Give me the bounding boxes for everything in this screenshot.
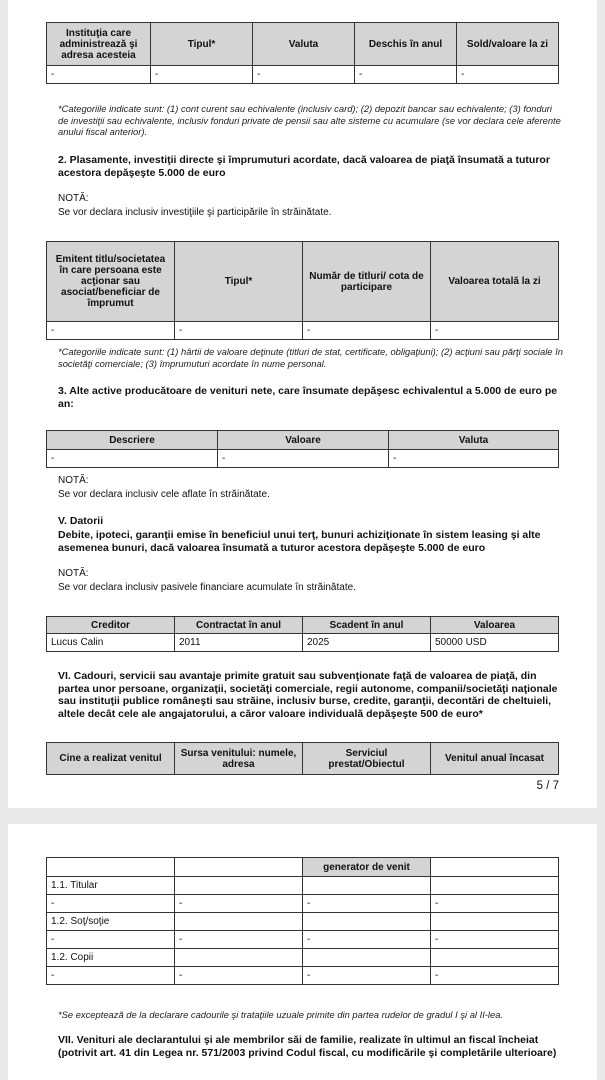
investments-table — [46, 241, 559, 340]
row-label: - — [47, 967, 175, 985]
debts-table — [46, 616, 559, 652]
col-header-contracted-year: Contractat în anul — [175, 617, 303, 634]
col-header-annual-income: Venitul anual încasat — [431, 743, 559, 775]
table-cell: - — [151, 66, 253, 84]
col-header-shares: Număr de titluri/ cota de participare — [303, 242, 431, 322]
col-header-currency: Valuta — [389, 431, 559, 450]
section-3-heading: 3. Alte active producătoare de venituri nete, care însumate depăşesc echivalentul a 5.000 de euro pe an: — [58, 385, 558, 410]
gifts-exception-note: *Se exceptează de la declarare cadourile şi trataţiile uzuale primite din partea rudelor de gradul I şi al II-lea. — [58, 1009, 504, 1020]
col-header-source: Sursa venitului: numele, adresa — [175, 743, 303, 775]
col-header-due-year: Scadent în anul — [303, 617, 431, 634]
nota-text: Se vor declara inclusiv cele aflate în străinătate. — [58, 489, 270, 500]
table-cell: - — [431, 967, 559, 985]
table-row — [47, 895, 559, 913]
header-empty — [175, 858, 303, 877]
col-header-income-generator: generator de venit — [303, 858, 431, 877]
col-header-type: Tipul* — [151, 23, 253, 66]
table-row — [47, 450, 559, 468]
row-label: 1.2. Copii — [47, 949, 175, 967]
col-header-balance: Sold/valoare la zi — [457, 23, 559, 66]
nota-text: Se vor declara inclusiv investiţiile şi participările în străinătate. — [58, 207, 332, 218]
table-cell — [303, 949, 431, 967]
table-cell: - — [355, 66, 457, 84]
amount-cell: 50000 USD — [431, 634, 559, 652]
nota-label: NOTĂ: — [58, 475, 89, 486]
page-number: 5 / 7 — [536, 780, 559, 792]
col-header-amount: Valoarea — [431, 617, 559, 634]
nota-text: Se vor declara inclusiv pasivele financiare acumulate în străinătate. — [58, 582, 356, 593]
col-header-creditor: Creditor — [47, 617, 175, 634]
col-header-description: Descriere — [47, 431, 218, 450]
table-cell: - — [175, 895, 303, 913]
table-row — [47, 967, 559, 985]
table-row — [47, 634, 559, 652]
table-cell: - — [175, 322, 303, 340]
due-year-cell: 2025 — [303, 634, 431, 652]
bank-categories-note: *Categoriile indicate sunt: (1) cont curent sau echivalente (inclusiv card); (2) depozit bancar sau echivalente; (3) fonduri de investiţii sau echivalente, inclusiv fonduri private de pensii sau alte sisteme cu acumulare (se vor declara cele aferente anului fiscal anterior). — [58, 103, 561, 137]
table-cell: - — [431, 931, 559, 949]
investment-categories-note: *Categoriile indicate sunt: (1) hârtii de valoare deţinute (titluri de stat, certificate, obligaţiuni); (2) acţiuni sau părţi sociale în societăţi comerciale; (3) împrumuturi acordate în nume personal. — [58, 346, 563, 369]
col-header-who: Cine a realizat venitul — [47, 743, 175, 775]
table-cell: - — [303, 931, 431, 949]
row-label: 1.2. Soţ/soţie — [47, 913, 175, 931]
table-cell: - — [389, 450, 559, 468]
contracted-year-cell: 2011 — [175, 634, 303, 652]
row-label: - — [47, 895, 175, 913]
nota-label: NOTĂ: — [58, 193, 89, 204]
col-header-opened-year: Deschis în anul — [355, 23, 457, 66]
gifts-table-header — [46, 742, 559, 775]
table-cell: - — [47, 66, 151, 84]
header-empty — [431, 858, 559, 877]
row-label: 1.1. Titular — [47, 877, 175, 895]
table-cell: - — [303, 967, 431, 985]
section-5-title: V. Datorii — [58, 515, 104, 527]
table-cell: - — [431, 322, 559, 340]
table-cell: - — [218, 450, 389, 468]
table-cell — [431, 913, 559, 931]
table-row — [47, 913, 559, 931]
document-page-5 — [8, 0, 597, 808]
table-row — [47, 322, 559, 340]
col-header-type: Tipul* — [175, 242, 303, 322]
section-2-heading: 2. Plasamente, investiţii directe şi împrumuturi acordate, dacă valoarea de piaţă însumată a tuturor acestora depăşeşte 5.000 de euro — [58, 154, 550, 179]
table-cell — [303, 913, 431, 931]
col-header-value: Valoare — [218, 431, 389, 450]
document-page-6 — [8, 824, 597, 1080]
table-cell — [303, 877, 431, 895]
table-cell: - — [457, 66, 559, 84]
col-header-issuer: Emitent titlu/societatea în care persoana este acţionar sau asociat/beneficiar de împrumut — [47, 242, 175, 322]
table-cell — [431, 949, 559, 967]
col-header-institution: Instituţia care administrează şi adresa acesteia — [47, 23, 151, 66]
table-cell — [175, 877, 303, 895]
row-label: - — [47, 931, 175, 949]
table-cell: - — [303, 895, 431, 913]
table-cell: - — [47, 450, 218, 468]
table-row — [47, 877, 559, 895]
table-cell: - — [253, 66, 355, 84]
creditor-cell: Lucus Calin — [47, 634, 175, 652]
table-cell — [175, 913, 303, 931]
nota-label: NOTĂ: — [58, 568, 89, 579]
section-5-heading: Debite, ipoteci, garanţii emise în beneficiul unui terţ, bunuri achiziţionate în sistem leasing şi alte asemenea bunuri, dacă valoarea însumată a tuturor acestora depăşeşte 5.000 de euro — [58, 529, 541, 554]
section-7-heading: VII. Venituri ale declarantului şi ale membrilor săi de familie, realizate în ultimul an fiscal încheiat (potrivit art. 41 din Legea nr. 571/2003 privind Codul fiscal, cu modificările şi completările ulterioare) — [58, 1034, 557, 1059]
section-6-heading: VI. Cadouri, servicii sau avantaje primite gratuit sau subvenţionate faţă de valoarea de piaţă, din partea unor persoane, organizaţii, societăţi comerciale, regii autonome, companii/societăţi naţionale sau instituţii publice româneşti sau străine, inclusiv burse, credite, garanţii, decontări de cheltuieli, altele decât cele ale angajatorului, a căror valoare individuală depăşeşte 500 de euro* — [58, 670, 558, 720]
col-header-currency: Valuta — [253, 23, 355, 66]
other-assets-table — [46, 430, 559, 468]
table-cell — [431, 877, 559, 895]
bank-accounts-table — [46, 22, 559, 84]
table-cell: - — [431, 895, 559, 913]
table-row — [47, 949, 559, 967]
table-cell — [175, 949, 303, 967]
col-header-total-value: Valoarea totală la zi — [431, 242, 559, 322]
col-header-service: Serviciul prestat/Obiectul — [303, 743, 431, 775]
table-cell: - — [175, 931, 303, 949]
table-row — [47, 66, 559, 84]
table-cell: - — [175, 967, 303, 985]
table-cell: - — [303, 322, 431, 340]
gifts-table-continued — [46, 857, 559, 985]
table-row — [47, 931, 559, 949]
header-empty — [47, 858, 175, 877]
table-cell: - — [47, 322, 175, 340]
